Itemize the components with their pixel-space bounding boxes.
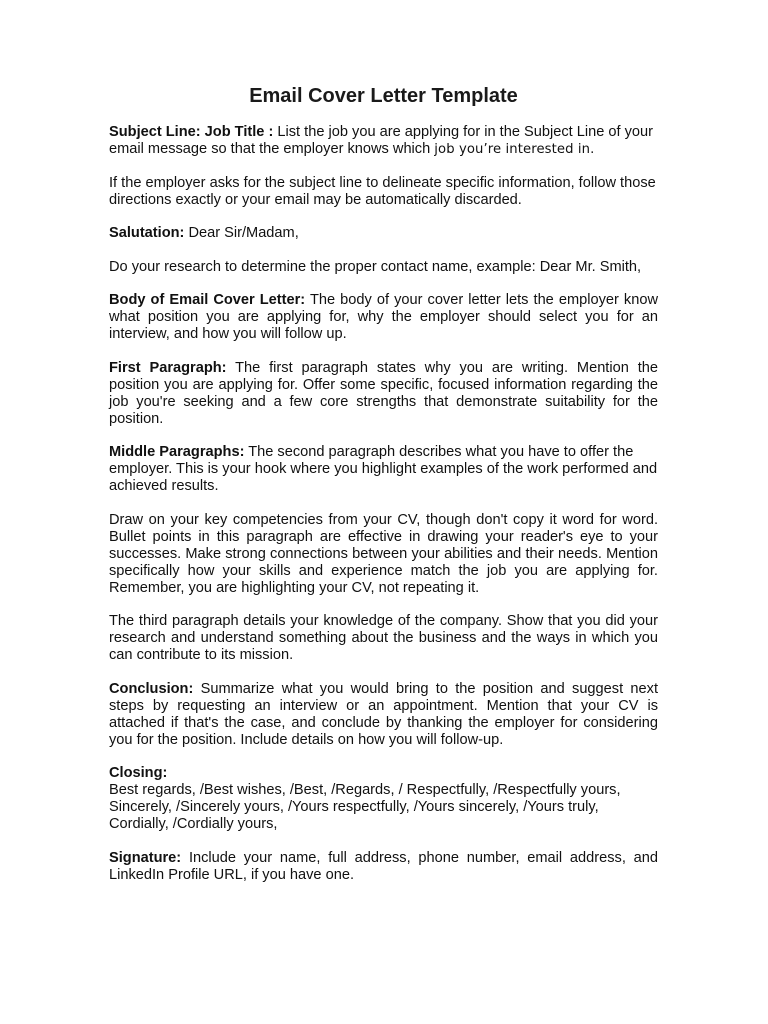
conclusion-paragraph xyxy=(109,681,658,749)
closing-line: Cordially, /Cordially yours, xyxy=(109,816,278,832)
body-label: Body of Email Cover Letter: xyxy=(109,292,306,308)
salutation-text: Dear Sir/Madam, xyxy=(184,225,299,241)
salutation-paragraph xyxy=(109,225,658,242)
middle-paragraphs-label: Middle Paragraphs: xyxy=(109,444,245,460)
closing-block xyxy=(109,765,658,833)
closing-line: Sincerely, /Sincerely yours, /Yours respectfully, /Yours sincerely, /Yours truly, xyxy=(109,799,599,815)
subject-line-tail: job you’re interested in. xyxy=(434,142,595,157)
draw-on-paragraph: Draw on your key competencies from your CV, though don't copy it word for word. Bullet points in this paragraph are effective in drawing your reader's eye to your successes. Make strong connections between your abilities and their needs. Mention specifically how your skills and experience match the job you are applying for. Remember, you are highlighting your CV, not repeating it. xyxy=(109,511,658,596)
signature-label: Signature: xyxy=(109,849,182,866)
signature-text: Include your name, full address, phone number, email address, and LinkedIn Profile URL, if you have one. xyxy=(109,849,658,883)
closing-line: Best regards, /Best wishes, /Best, /Regards, / Respectfully, /Respectfully yours, xyxy=(109,782,621,798)
subject-line-paragraph xyxy=(109,124,658,158)
signature-paragraph xyxy=(109,850,658,884)
salutation-label: Salutation: xyxy=(109,225,185,241)
middle-paragraphs xyxy=(109,444,658,495)
body-text: The body of your cover letter lets the employer know what position you are applying for, why the employer should select you for an interview, and how you will follow up. xyxy=(109,292,658,342)
first-paragraph-label: First Paragraph: xyxy=(109,359,227,376)
subject-line-text: List the job you are applying for in the Subject Line of your email message so that the employer knows which xyxy=(109,124,654,157)
delineate-paragraph: If the employer asks for the subject line to delineate specific information, follow those directions exactly or your email may be automatically discarded. xyxy=(109,174,656,208)
first-paragraph-text: The first paragraph states why you are writing. Mention the position you are applying for. Offer some specific, focused information regarding the job you're seeking and a few core strengths that demonstrate suitability for the position. xyxy=(109,359,658,427)
conclusion-label: Conclusion: xyxy=(109,680,194,697)
research-paragraph: Do your research to determine the proper contact name, example: Dear Mr. Smith, xyxy=(109,258,642,275)
document-title: Email Cover Letter Template xyxy=(249,85,518,107)
conclusion-text: Summarize what you would bring to the position and suggest next steps by requesting an interview or an appointment. Mention that your CV is attached if that's the case, and conclude by thanking the employer for considering you for the position. Include details on how you will follow-up. xyxy=(109,680,658,748)
middle-paragraphs-text: The second paragraph describes what you have to offer the employer. This is your hook where you highlight examples of the work performed and achieved results. xyxy=(109,444,658,494)
first-paragraph xyxy=(109,360,658,428)
third-paragraph: The third paragraph details your knowledge of the company. Show that you did your research and understand something about the business and the ways in which you can contribute to its mission. xyxy=(109,613,658,663)
document-content xyxy=(109,84,658,900)
closing-label: Closing: xyxy=(109,765,168,781)
body-paragraph xyxy=(109,292,658,343)
subject-line-label: Subject Line: Job Title : xyxy=(109,124,274,140)
